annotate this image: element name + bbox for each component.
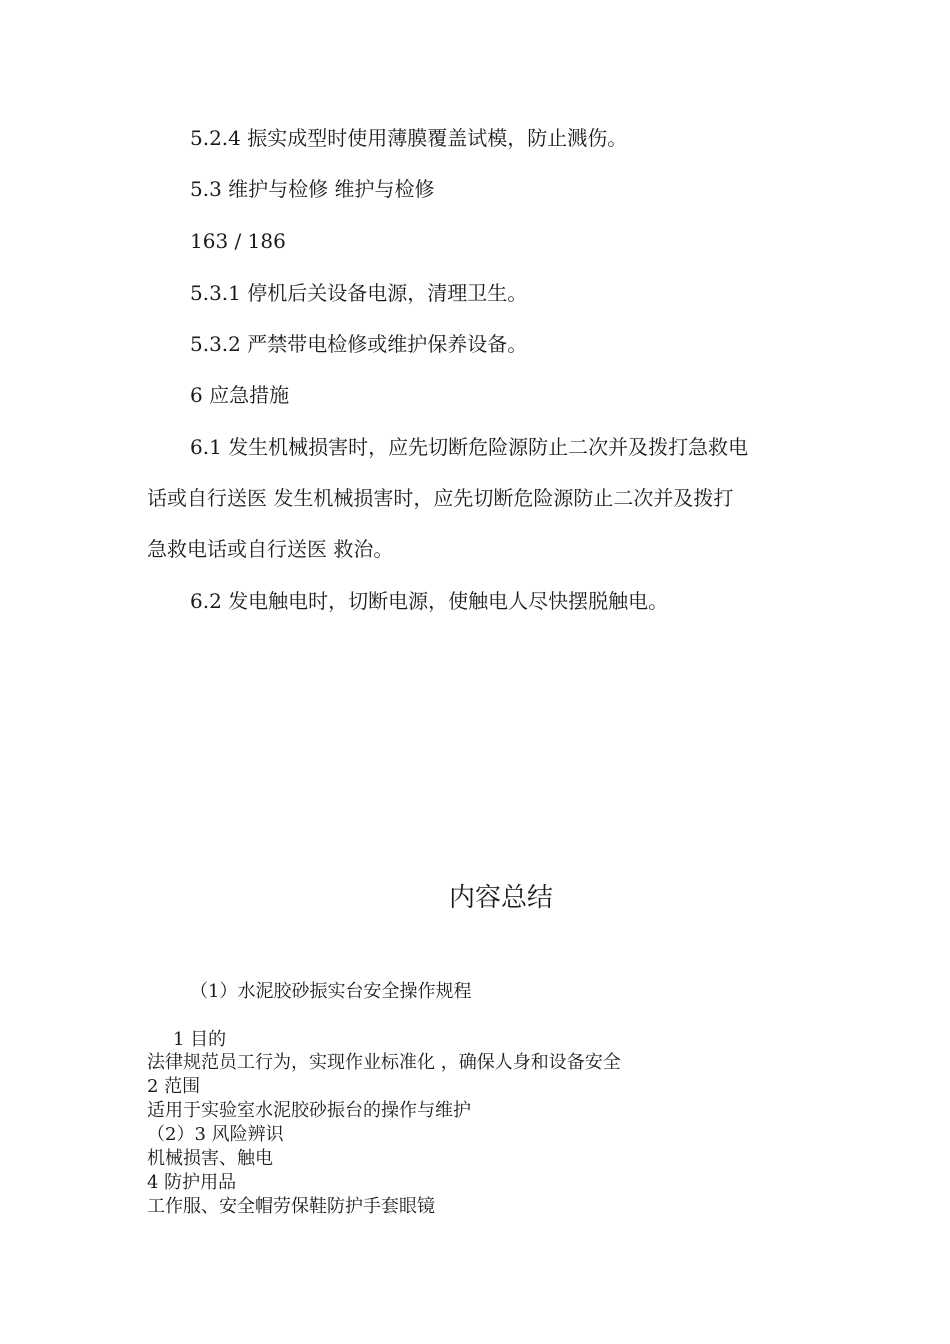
summary-ppe-heading: 4 防护用品 <box>147 1172 237 1193</box>
paragraph-6-1-line-2: 话或自行送医 发生机械损害时，应先切断危险源防止二次并及拨打 <box>147 486 734 510</box>
paragraph-6-1-line-1: 6.1 发生机械损害时，应先切断危险源防止二次并及拨打急救电 <box>190 435 749 459</box>
paragraph-6-2: 6.2 发电触电时，切断电源，使触电人尽快摆脱触电。 <box>190 589 669 613</box>
paragraph-5-2-4: 5.2.4 振实成型时使用薄膜覆盖试模，防止溅伤。 <box>190 126 628 150</box>
paragraph-5-3-1: 5.3.1 停机后关设备电源，清理卫生。 <box>190 281 528 305</box>
section-heading-6: 6 应急措施 <box>190 383 290 407</box>
page-number: 163 / 186 <box>190 229 286 253</box>
summary-title: 内容总结 <box>449 883 554 913</box>
summary-risk-text: 机械损害、触电 <box>147 1148 273 1169</box>
paragraph-6-1-line-3: 急救电话或自行送医 救治。 <box>147 537 394 561</box>
paragraph-5-3-2: 5.3.2 严禁带电检修或维护保养设备。 <box>190 332 528 356</box>
summary-purpose-text: 法律规范员工行为，实现作业标准化 ，确保人身和设备安全 <box>147 1052 621 1073</box>
summary-scope-heading: 2 范围 <box>147 1076 201 1097</box>
summary-scope-text: 适用于实验室水泥胶砂振台的操作与维护 <box>147 1100 471 1121</box>
summary-item-1: （1）水泥胶砂振实台安全操作规程 <box>190 981 472 1002</box>
section-heading-5-3: 5.3 维护与检修 维护与检修 <box>190 177 435 201</box>
summary-risk-heading: （2）3 风险辨识 <box>147 1124 284 1145</box>
summary-ppe-text: 工作服、安全帽劳保鞋防护手套眼镜 <box>147 1196 435 1217</box>
summary-purpose-heading: 1 目的 <box>173 1029 227 1050</box>
